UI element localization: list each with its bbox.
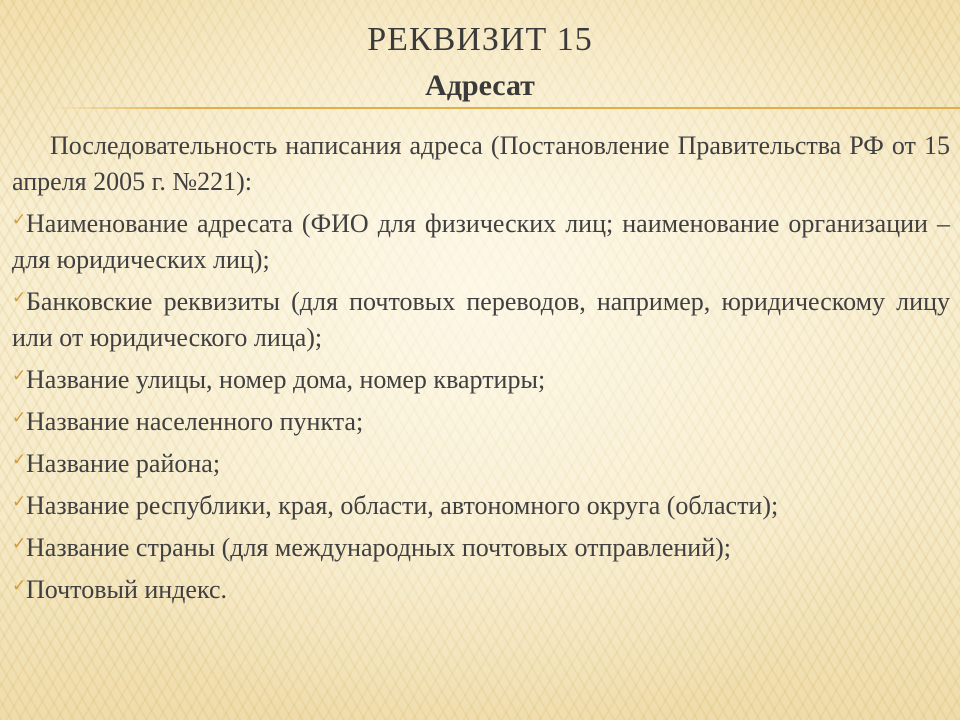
list-item [12,404,950,440]
checkmark-bullet-icon: ✓ [12,534,27,554]
list-item [12,530,950,566]
checkmark-bullet-icon: ✓ [12,576,27,596]
checkmark-bullet-icon: ✓ [12,366,27,386]
list-item-text: Почтовый индекс. [26,575,227,604]
checkmark-bullet-icon: ✓ [12,450,27,470]
intro-paragraph: Последовательность написания адреса (Постановление Правительства РФ от 15 апреля 2005 г. №221): [12,131,950,196]
list-item-text: Название улицы, номер дома, номер квартиры; [26,365,546,394]
slide-title: РЕКВИЗИТ 15 [367,21,593,58]
checkmark-bullet-icon: ✓ [12,408,27,428]
list-item-text: Название населенного пункта; [26,407,364,436]
checkmark-bullet-icon: ✓ [12,210,27,230]
slide-body [12,128,950,614]
list-item-text: Название района; [26,449,221,478]
title-divider [50,107,960,109]
list-item-text: Наименование адресата (ФИО для физических лиц; наименование организации – для юридических лиц); [12,209,950,274]
slide-subtitle: Адресат [425,69,535,102]
list-item [12,572,950,608]
list-item-text: Банковские реквизиты (для почтовых переводов, например, юридическому лицу или от юридического лица); [12,287,950,352]
list-item [12,446,950,482]
list-item [12,284,950,356]
list-item [12,488,950,524]
list-item [12,362,950,398]
list-item-text: Название республики, края, области, автономного округа (области); [26,491,779,520]
list-item-text: Название страны (для международных почтовых отправлений); [26,533,732,562]
checkmark-bullet-icon: ✓ [12,288,27,308]
checkmark-bullet-icon: ✓ [12,492,27,512]
list-item [12,206,950,278]
